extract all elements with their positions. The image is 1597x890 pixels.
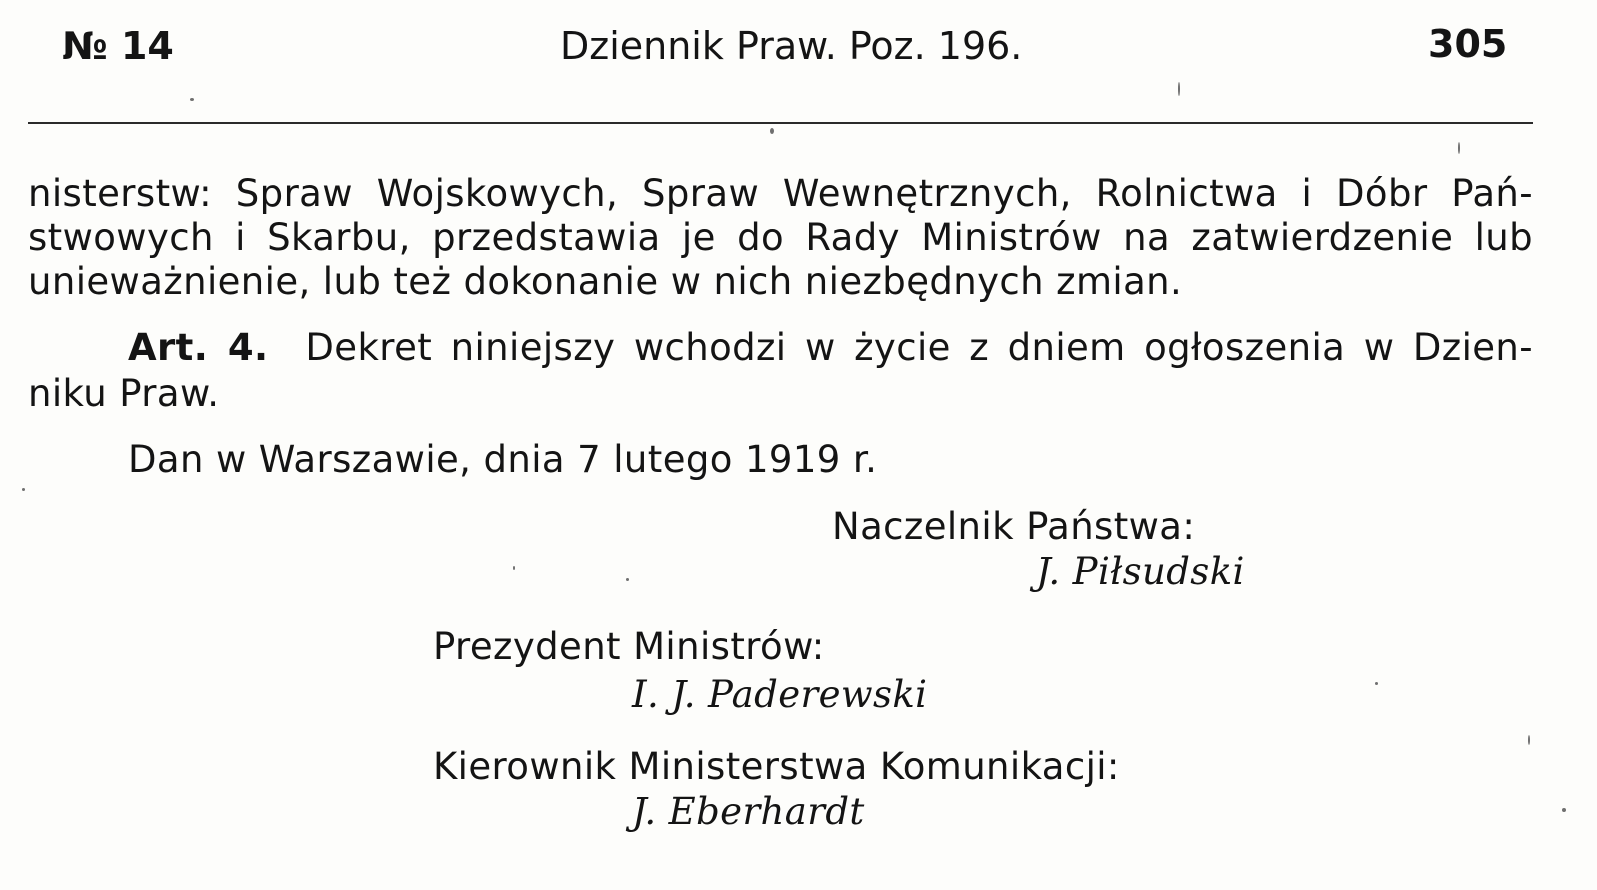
- article-paragraph-first-line: [128, 326, 1533, 370]
- scan-speck: [190, 98, 194, 101]
- scan-speck: [1458, 142, 1460, 154]
- scan-speck: [1528, 735, 1530, 745]
- scan-speck: [22, 488, 25, 491]
- scan-speck: [1562, 808, 1566, 812]
- scan-speck: [1178, 82, 1180, 96]
- scan-speck: [626, 578, 629, 581]
- signature-name-2: I. J. Paderewski: [632, 673, 928, 716]
- header-rule: [28, 122, 1533, 124]
- signature-title-2: Prezydent Ministrów:: [433, 625, 825, 668]
- signature-title-3: Kierownik Ministerstwa Komunikacji:: [433, 745, 1120, 788]
- signature-title-1: Naczelnik Państwa:: [832, 505, 1196, 548]
- continuation-line-3: unieważnienie, lub też dokonanie w nich niezbędnych zmian.: [28, 260, 1183, 303]
- signature-name-1: J. Piłsudski: [1036, 550, 1245, 593]
- article-text: Dekret niniejszy wchodzi w życie z dniem ogłoszenia w Dzien-: [305, 326, 1533, 369]
- scan-speck: [513, 566, 515, 570]
- scan-speck: [770, 128, 774, 134]
- date-line: Dan w Warszawie, dnia 7 lutego 1919 r.: [128, 438, 878, 481]
- continuation-line-1: nisterstw: Spraw Wojskowych, Spraw Wewnętrznych, Rolnictwa i Dóbr Pań-: [28, 172, 1533, 215]
- continuation-line-2: stwowych i Skarbu, przedstawia je do Rady Ministrów na zatwierdzenie lub: [28, 216, 1533, 259]
- signature-name-3: J. Eberhardt: [632, 790, 865, 833]
- journal-title: Dziennik Praw. Poz. 196.: [560, 24, 1023, 68]
- article-paragraph-second-line: niku Praw.: [28, 372, 220, 415]
- scan-speck: [1375, 682, 1378, 685]
- page-number: 305: [1428, 22, 1508, 66]
- issue-number: № 14: [62, 24, 174, 68]
- article-label: Art. 4.: [128, 326, 269, 369]
